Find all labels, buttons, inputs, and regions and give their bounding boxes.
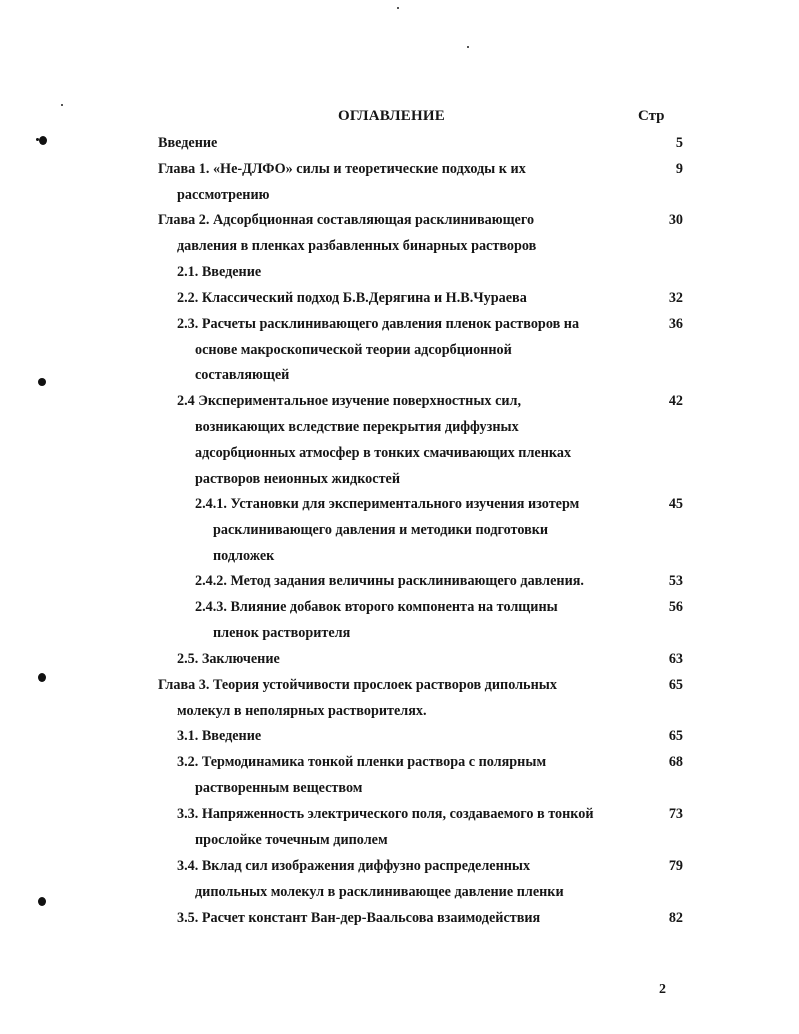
toc-entry-2-4-cont: адсорбционных атмосфер в тонких смачивающих пленках [195,445,572,461]
toc-page-number: 36 [668,316,683,332]
toc-entry-2-2: 2.2. Классический подход Б.В.Дерягина и Н.В.Чураева [177,290,527,306]
toc-entry-2-3: 2.3. Расчеты расклинивающего давления пленок растворов на [177,316,580,332]
toc-page-number: 73 [668,806,683,822]
toc-entry-chapter-2: Глава 2. Адсорбционная составляющая расклинивающего [158,212,535,228]
toc-entry-2-4-2: 2.4.2. Метод задания величины расклинивающего давления. [195,573,584,589]
toc-entry-2-4-1: 2.4.1. Установки для экспериментального изучения изотерм [195,496,580,512]
binding-hole-mark [38,378,46,386]
toc-page-number: 30 [668,212,683,228]
toc-entry-2-4-1-cont: подложек [213,548,275,564]
toc-page-number: 56 [668,599,683,615]
scan-speck [467,46,469,48]
binding-hole-mark [38,673,46,682]
page-column-label: Стр [638,108,665,124]
toc-page-number: 32 [668,290,683,306]
toc-page-number: 82 [668,910,683,926]
toc-entry-2-4-3: 2.4.3. Влияние добавок второго компонента на толщины [195,599,558,615]
toc-entry-2-4-cont: растворов неионных жидкостей [195,471,401,487]
toc-entry-chapter-1-cont: рассмотрению [177,187,270,203]
binding-hole-mark [38,897,46,906]
toc-page-number: 42 [668,393,683,409]
toc-page-number: 5 [675,135,683,151]
toc-page-number: 65 [668,728,683,744]
toc-entry-3-4-cont: дипольных молекул в расклинивающее давление пленки [195,884,564,900]
toc-page-number: 53 [668,573,683,589]
toc-entry-chapter-1: Глава 1. «Не-ДЛФО» силы и теоретические подходы к их [158,161,526,177]
toc-entry-3-2: 3.2. Термодинамика тонкой пленки раствора с полярным [177,754,547,770]
toc-title: ОГЛАВЛЕНИЕ [338,108,445,124]
toc-entry-3-1: 3.1. Введение [177,728,262,744]
toc-page-number: 65 [668,677,683,693]
scan-speck [61,104,63,106]
toc-entry-3-5: 3.5. Расчет констант Ван-дер-Ваальсова взаимодействия [177,910,541,926]
toc-page-number: 68 [668,754,683,770]
toc-entry-3-3: 3.3. Напряженность электрического поля, создаваемого в тонкой [177,806,594,822]
toc-entry-2-4: 2.4 Экспериментальное изучение поверхностных сил, [177,393,522,409]
toc-entry-2-4-3-cont: пленок растворителя [213,625,351,641]
toc-entry-chapter-2-cont: давления в пленках разбавленных бинарных растворов [177,238,537,254]
toc-entry-2-3-cont: составляющей [195,367,290,383]
toc-entry-intro: Введение [158,135,218,151]
toc-entry-chapter-3: Глава 3. Теория устойчивости прослоек растворов дипольных [158,677,557,693]
toc-entry-chapter-3-cont: молекул в неполярных растворителях. [177,703,427,719]
toc-entry-3-2-cont: растворенным веществом [195,780,363,796]
binding-hole-mark [39,136,47,145]
binding-hole-mark [36,138,39,141]
scan-speck [397,7,399,9]
toc-entry-2-4-1-cont: расклинивающего давления и методики подготовки [213,522,549,538]
toc-entry-2-1: 2.1. Введение [177,264,262,280]
toc-entry-2-5: 2.5. Заключение [177,651,280,667]
toc-entry-2-3-cont: основе макроскопической теории адсорбционной [195,342,512,358]
toc-entry-3-3-cont: прослойке точечным диполем [195,832,388,848]
toc-entry-3-4: 3.4. Вклад сил изображения диффузно распределенных [177,858,531,874]
toc-page-number: 9 [675,161,683,177]
page-number: 2 [659,982,666,997]
toc-page-number: 63 [668,651,683,667]
toc-page-number: 79 [668,858,683,874]
toc-entry-2-4-cont: возникающих вследствие перекрытия диффузных [195,419,519,435]
toc-page-number: 45 [668,496,683,512]
